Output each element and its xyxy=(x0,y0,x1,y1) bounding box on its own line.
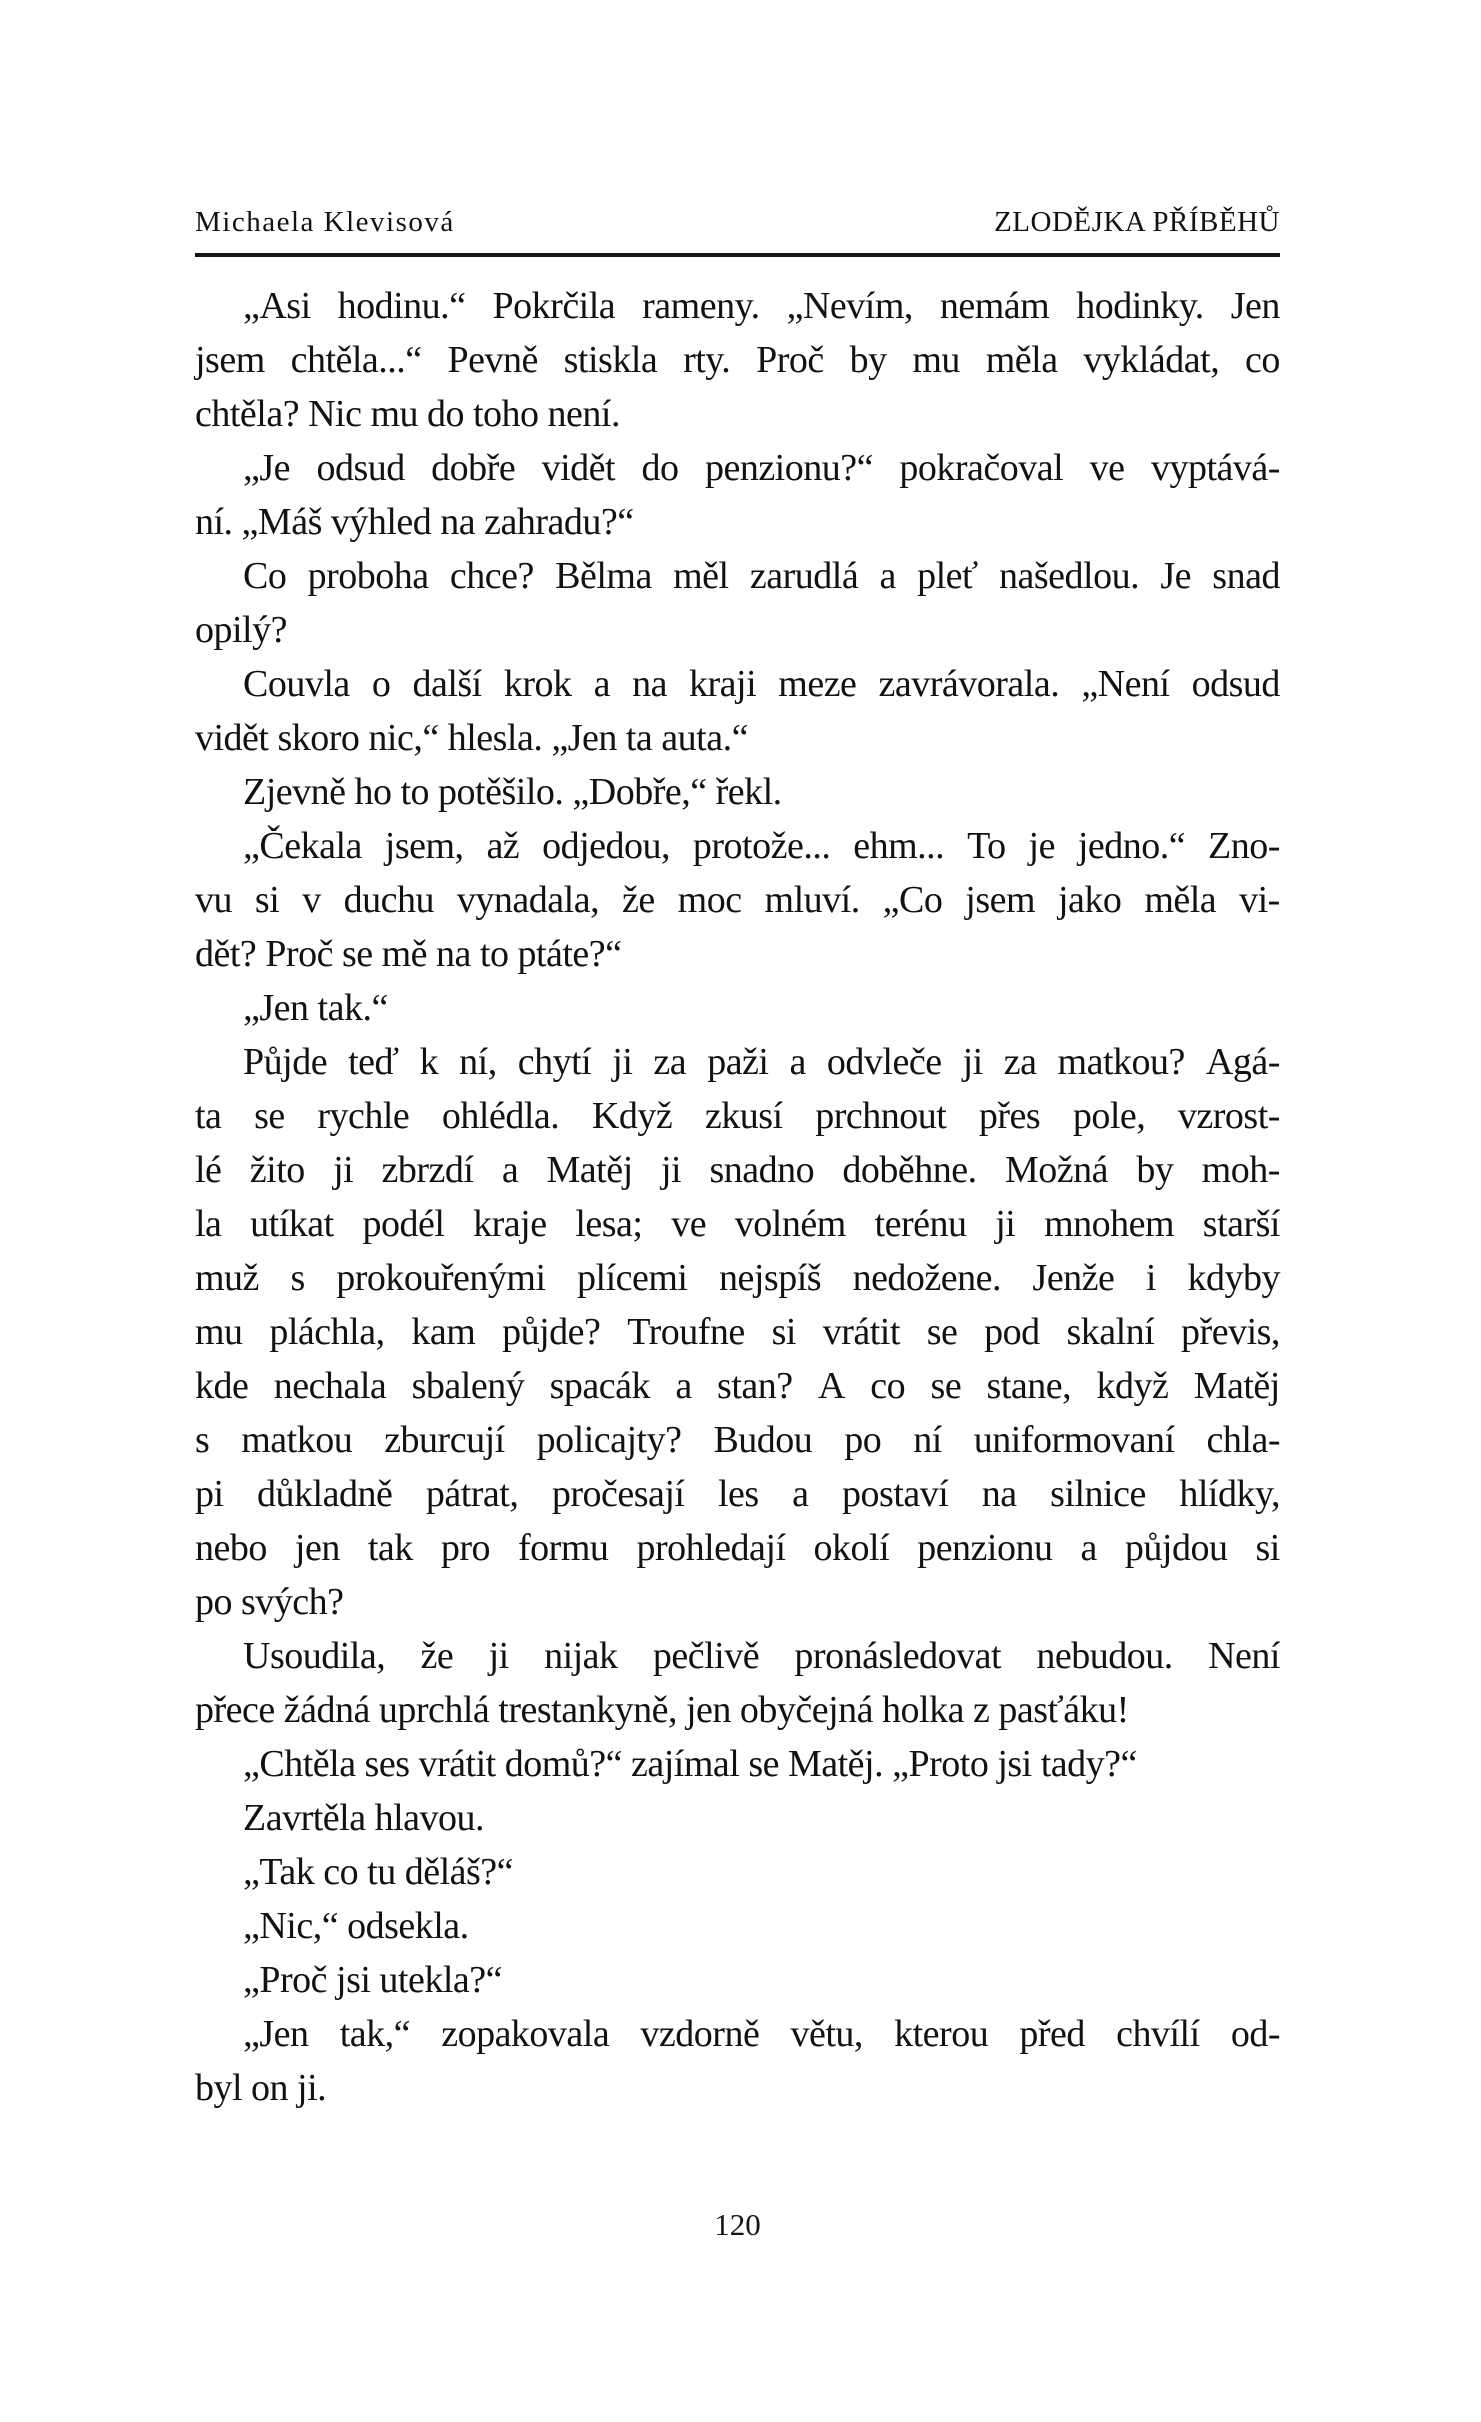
paragraph xyxy=(195,1899,1280,1953)
text-line: „Asi hodinu.“ Pokrčila rameny. „Nevím, nemám hodinky. Jen xyxy=(243,285,1280,327)
paragraph xyxy=(195,1791,1280,1845)
paragraph xyxy=(195,549,1280,657)
paragraph xyxy=(195,1845,1280,1899)
text-line: chtěla? Nic mu do toho není. xyxy=(195,393,620,435)
text-line: „Chtěla ses vrátit domů?“ zajímal se Matěj. „Proto jsi tady?“ xyxy=(243,1743,1137,1785)
paragraph xyxy=(195,657,1280,765)
header-rule xyxy=(195,253,1280,257)
text-line: „Jen tak,“ zopakovala vzdorně větu, kterou před chvílí od- xyxy=(243,2013,1280,2055)
paragraph xyxy=(195,981,1280,1035)
text-line: lé žito ji zbrzdí a Matěj ji snadno doběhne. Možná by moh- xyxy=(195,1149,1280,1191)
text-line: kde nechala sbalený spacák a stan? A co se stane, když Matěj xyxy=(195,1365,1280,1407)
text-line: vu si v duchu vynadala, že moc mluví. „Co jsem jako měla vi- xyxy=(195,879,1280,921)
text-line: „Tak co tu děláš?“ xyxy=(243,1851,514,1893)
text-line: pi důkladně pátrat, pročesají les a postaví na silnice hlídky, xyxy=(195,1473,1280,1515)
text-line: mu pláchla, kam půjde? Troufne si vrátit se pod skalní převis, xyxy=(195,1311,1280,1353)
text-line: Půjde teď k ní, chytí ji za paži a odvleče ji za matkou? Agá- xyxy=(243,1041,1280,1083)
text-line: Zjevně ho to potěšilo. „Dobře,“ řekl. xyxy=(243,771,782,813)
running-header xyxy=(195,205,1280,239)
text-line: po svých? xyxy=(195,1581,344,1623)
text-line: ta se rychle ohlédla. Když zkusí prchnout přes pole, vzrost- xyxy=(195,1095,1280,1137)
text-line: Couvla o další krok a na kraji meze zavrávorala. „Není odsud xyxy=(243,663,1280,705)
header-author: Michaela Klevisová xyxy=(195,206,455,238)
text-line: „Proč jsi utekla?“ xyxy=(243,1959,503,2001)
text-line: Usoudila, že ji nijak pečlivě pronásledovat nebudou. Není xyxy=(243,1635,1280,1677)
page-body xyxy=(195,279,1280,2115)
paragraph xyxy=(195,1035,1280,1629)
paragraph xyxy=(195,441,1280,549)
paragraph xyxy=(195,1953,1280,2007)
text-line: Co proboha chce? Bělma měl zarudlá a pleť našedlou. Je snad xyxy=(243,555,1280,597)
text-line: dět? Proč se mě na to ptáte?“ xyxy=(195,933,622,975)
text-line: „Čekala jsem, až odjedou, protože... ehm... To je jedno.“ Zno- xyxy=(243,825,1280,867)
text-line: opilý? xyxy=(195,609,287,651)
paragraph xyxy=(195,2007,1280,2115)
text-line: la utíkat podél kraje lesa; ve volném terénu ji mnohem starší xyxy=(195,1203,1280,1245)
text-line: Zavrtěla hlavou. xyxy=(243,1797,485,1839)
paragraph xyxy=(195,765,1280,819)
page-number: 120 xyxy=(714,2207,761,2242)
paragraph xyxy=(195,819,1280,981)
text-line: nebo jen tak pro formu prohledají okolí penzionu a půjdou si xyxy=(195,1527,1280,1569)
paragraph xyxy=(195,279,1280,441)
text-line: s matkou zburcují policajty? Budou po ní uniformovaní chla- xyxy=(195,1419,1280,1461)
paragraph xyxy=(195,1737,1280,1791)
text-line: jsem chtěla...“ Pevně stiskla rty. Proč by mu měla vykládat, co xyxy=(195,339,1280,381)
text-line: přece žádná uprchlá trestankyně, jen obyčejná holka z pasťáku! xyxy=(195,1689,1129,1731)
text-line: „Jen tak.“ xyxy=(243,987,388,1029)
page-footer xyxy=(195,2207,1280,2243)
text-line: ní. „Máš výhled na zahradu?“ xyxy=(195,501,634,543)
text-line: byl on ji. xyxy=(195,2067,327,2109)
text-line: „Je odsud dobře vidět do penzionu?“ pokračoval ve vyptává- xyxy=(243,447,1280,489)
header-book-title: ZLODĚJKA PŘÍBĚHŮ xyxy=(994,206,1280,238)
text-line: vidět skoro nic,“ hlesla. „Jen ta auta.“ xyxy=(195,717,748,759)
paragraph xyxy=(195,1629,1280,1737)
text-line: „Nic,“ odsekla. xyxy=(243,1905,469,1947)
text-line: muž s prokouřenými plícemi nejspíš nedožene. Jenže i kdyby xyxy=(195,1257,1280,1299)
